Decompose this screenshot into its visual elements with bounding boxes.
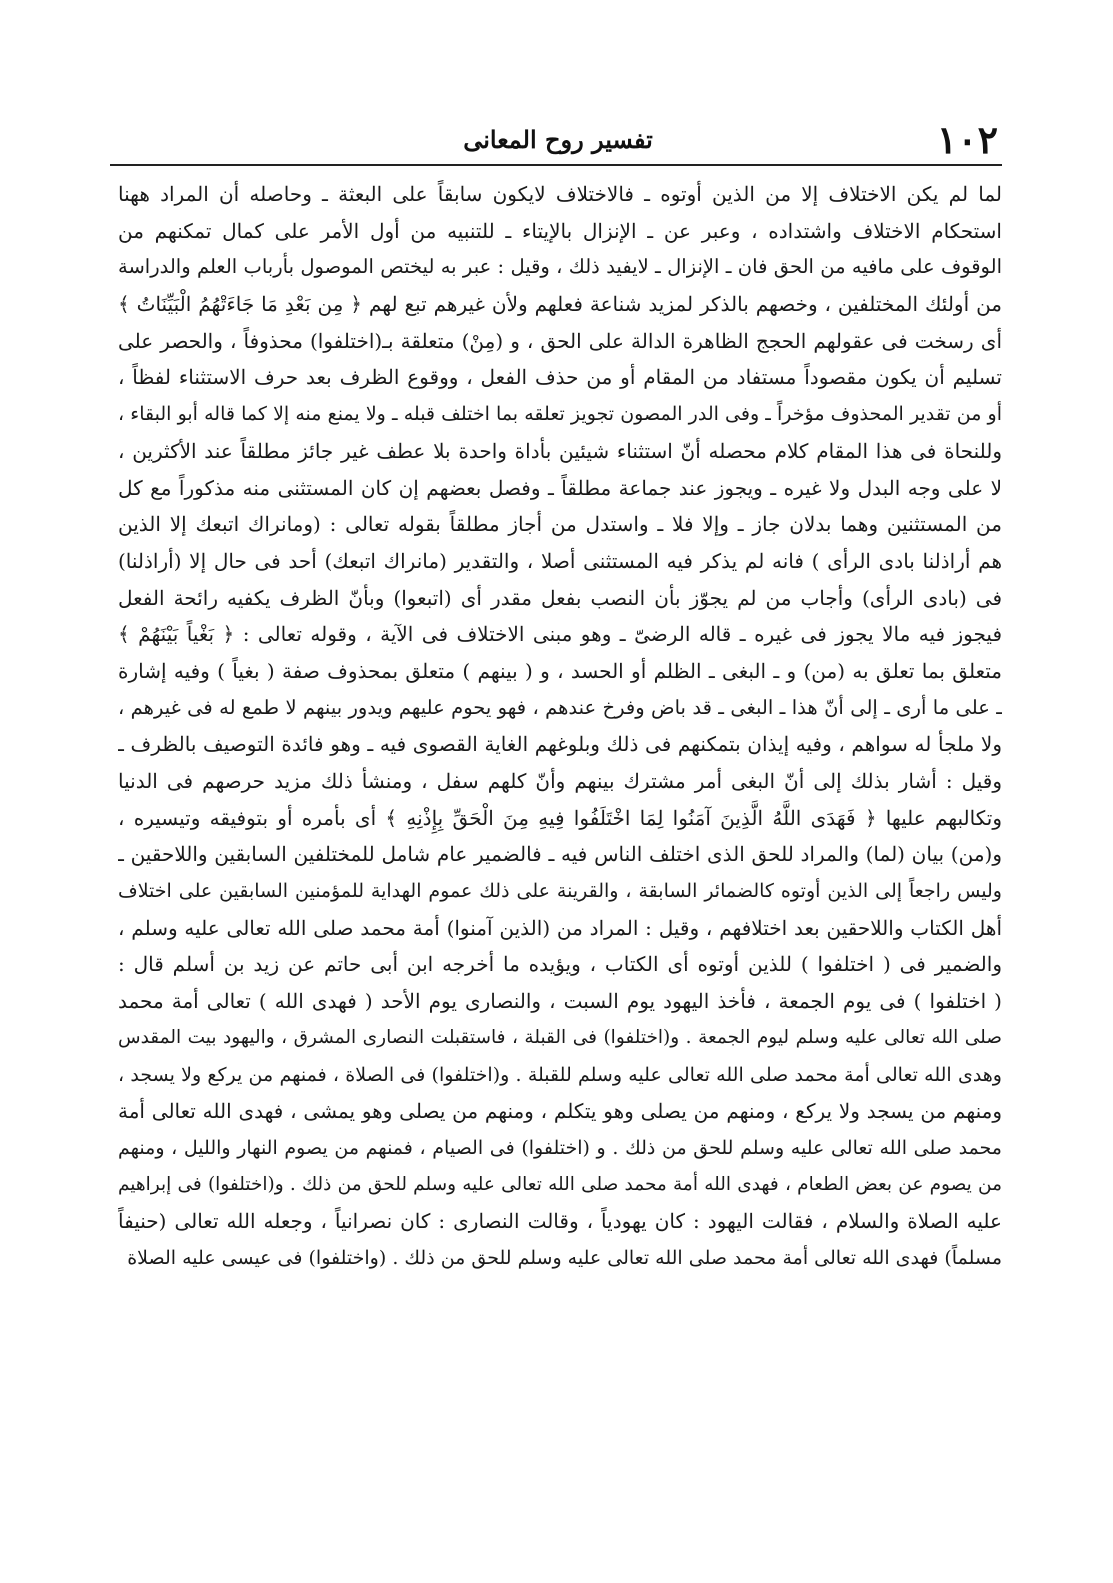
text-line: ( اختلفوا ) فى يوم الجمعة ، فأخذ اليهود يوم السبت ، والنصارى يوم الأحد ( فهدى الله ) تعالى أمة محمد <box>118 989 1002 1014</box>
text-line: مسلماً) فهدى الله تعالى أمة محمد صلى الله تعالى عليه وسلم للحق من ذلك . (واختلفوا) فى عيسى عليه الصلاة <box>127 1246 1002 1269</box>
text-line: وللنحاة فى هذا المقام كلام محصله أنّ استثناء شيئين بأداة واحدة بلا عطف غير جائز مطلقاً عند الأكثرين ، <box>118 438 1002 463</box>
body-text <box>118 176 1002 1277</box>
book-title: تفسير روح المعانى <box>463 125 653 154</box>
text-line: من أولئك المختلفين ، وخصهم بالذكر لمزيد شناعة فعلهم ولأن غيرهم تبع لهم ﴿ مِن بَعْدِ مَا جَاءَتْهُمُ الْبَيِّنَاتُ ﴾ <box>118 292 1002 317</box>
text-line: استحكام الاختلاف واشتداده ، وعبر عن ـ الإنزال بالإيتاء ـ للتنبيه من أول الأمر على كمال تمكنهم من <box>118 218 1002 243</box>
page-header <box>118 118 998 166</box>
text-line: أى رسخت فى عقولهم الحجج الظاهرة الدالة على الحق ، و (مِنْ) متعلقة بـ(اختلفوا) محذوفاً ، والحصر على <box>118 328 1002 353</box>
text-line: وليس راجعاً إلى الذين أوتوه كالضمائر السابقة ، والقرينة على ذلك عموم الهداية للمؤمنين السابقين على اختلاف <box>118 880 1002 903</box>
text-line: وقيل : أشار بذلك إلى أنّ البغى أمر مشترك بينهم وأنّ كلهم سفل ، ومنشأ ذلك مزيد حرصهم فى الدنيا <box>118 769 1002 793</box>
text-line: لا على وجه البدل ولا غيره ـ ويجوز عند جماعة مطلقاً ـ وفصل بعضهم إن كان المستثنى منه مذكوراً مع كل <box>118 475 1002 500</box>
text-line: وهدى الله تعالى أمة محمد صلى الله تعالى عليه وسلم للقبلة . و(اختلفوا) فى الصلاة ، فمنهم من يركع ولا يسجد ، <box>118 1063 1002 1086</box>
text-line: ولا ملجأ له سواهم ، وفيه إيذان بتمكنهم فى ذلك وبلوغهم الغاية القصوى فيه ـ وهو فائدة التوصيف بالظرف ـ <box>118 732 1002 757</box>
text-line: هم أراذلنا بادى الرأى ) فانه لم يذكر فيه المستثنى أصلا ، والتقدير (مانراك اتبعك) أحد فى حال إلا (أراذلنا) <box>118 548 1002 573</box>
text-line: وتكالبهم عليها ﴿ فَهَدَى اللَّهُ الَّذِينَ آمَنُوا لِمَا اخْتَلَفُوا فِيهِ مِنَ الْحَقِّ بِإِذْنِهِ ﴾ أى بأمره أو بتوفيقه وتيسيره ، <box>118 805 1002 830</box>
text-line: تسليم أن يكون مقصوداً مستفاد من المقام أو من حذف الفعل ، ووقوع الظرف بعد حرف الاستثناء لفظاً ، <box>118 365 1002 390</box>
text-line: ومنهم من يسجد ولا يركع ، ومنهم من يصلى وهو يتكلم ، ومنهم من يصلى وهو يمشى ، فهدى الله تعالى أمة <box>118 1099 1002 1124</box>
text-line: الوقوف على مافيه من الحق فان ـ الإنزال ـ لايفيد ذلك ، وقيل : عبر به ليختص الموصول بأرباب العلم والدراسة <box>118 255 1002 279</box>
text-line: والضمير فى ( اختلفوا ) للذين أوتوه أى الكتاب ، ويؤيده ما أخرجه ابن أبى حاتم عن زيد بن أسلم قال : <box>118 952 1002 977</box>
text-line: متعلق بما تعلق به (من) و ـ البغى ـ الظلم أو الحسد ، و ( بينهم ) متعلق بمحذوف صفة ( بغياً ) وفيه إشارة <box>118 658 1002 683</box>
text-line: و(من) بيان (لما) والمراد للحق الذى اختلف الناس فيه ـ فالضمير عام شامل للمختلفين السابقين واللاحقين ـ <box>118 842 1002 867</box>
text-line: صلى الله تعالى عليه وسلم ليوم الجمعة . و(اختلفوا) فى القبلة ، فاستقبلت النصارى المشرق ، واليهود بيت المقدس <box>118 1026 1002 1048</box>
text-line: أهل الكتاب واللاحقين بعد اختلافهم ، وقيل : المراد من (الذين آمنوا) أمة محمد صلى الله تعالى عليه وسلم ، <box>118 915 1002 940</box>
text-line: من المستثنين وهما بدلان جاز ـ وإلا فلا ـ واستدل من أجاز مطلقاً بقوله تعالى : (ومانراك اتبعك إلا الذين <box>118 512 1002 537</box>
text-line: ـ على ما أرى ـ إلى أنّ هذا ـ البغى ـ قد باض وفرخ عندهم ، فهو يحوم عليهم ويدور بينهم لا طمع له فى غيرهم ، <box>118 695 1002 719</box>
page-number: ١٠٢ <box>936 117 998 162</box>
text-line: عليه الصلاة والسلام ، فقالت اليهود : كان يهودياً ، وقالت النصارى : كان نصرانياً ، وجعله الله تعالى (حنيفاً <box>118 1209 1002 1234</box>
header-divider <box>110 164 1002 166</box>
text-line: لما لم يكن الاختلاف إلا من الذين أوتوه ـ فالاختلاف لايكون سابقاً على البعثة ـ وحاصله أن المراد ههنا <box>118 182 1002 206</box>
text-line: أو من تقدير المحذوف مؤخراً ـ وفى الدر المصون تجويز تعلقه بما اختلف قبله ـ ولا يمنع منه إلا كما قاله أبو البقاء ، <box>118 403 1002 426</box>
text-line: فيجوز فيه مالا يجوز فى غيره ـ قاله الرضىّ ـ وهو مبنى الاختلاف فى الآية ، وقوله تعالى : ﴿ بَغْياً بَيْنَهُمْ ﴾ <box>118 622 1002 647</box>
text-line: محمد صلى الله تعالى عليه وسلم للحق من ذلك . و (اختلفوا) فى الصيام ، فمنهم من يصوم النهار والليل ، ومنهم <box>118 1136 1002 1159</box>
text-line: من يصوم عن بعض الطعام ، فهدى الله أمة محمد صلى الله تعالى عليه وسلم للحق من ذلك . و(اختلفوا) فى إبراهيم <box>118 1173 1002 1195</box>
text-line: فى (بادى الرأى) وأجاب من لم يجوّز بأن النصب بفعل مقدر أى (اتبعوا) وبأنّ الظرف يكفيه رائحة الفعل <box>118 585 1002 610</box>
